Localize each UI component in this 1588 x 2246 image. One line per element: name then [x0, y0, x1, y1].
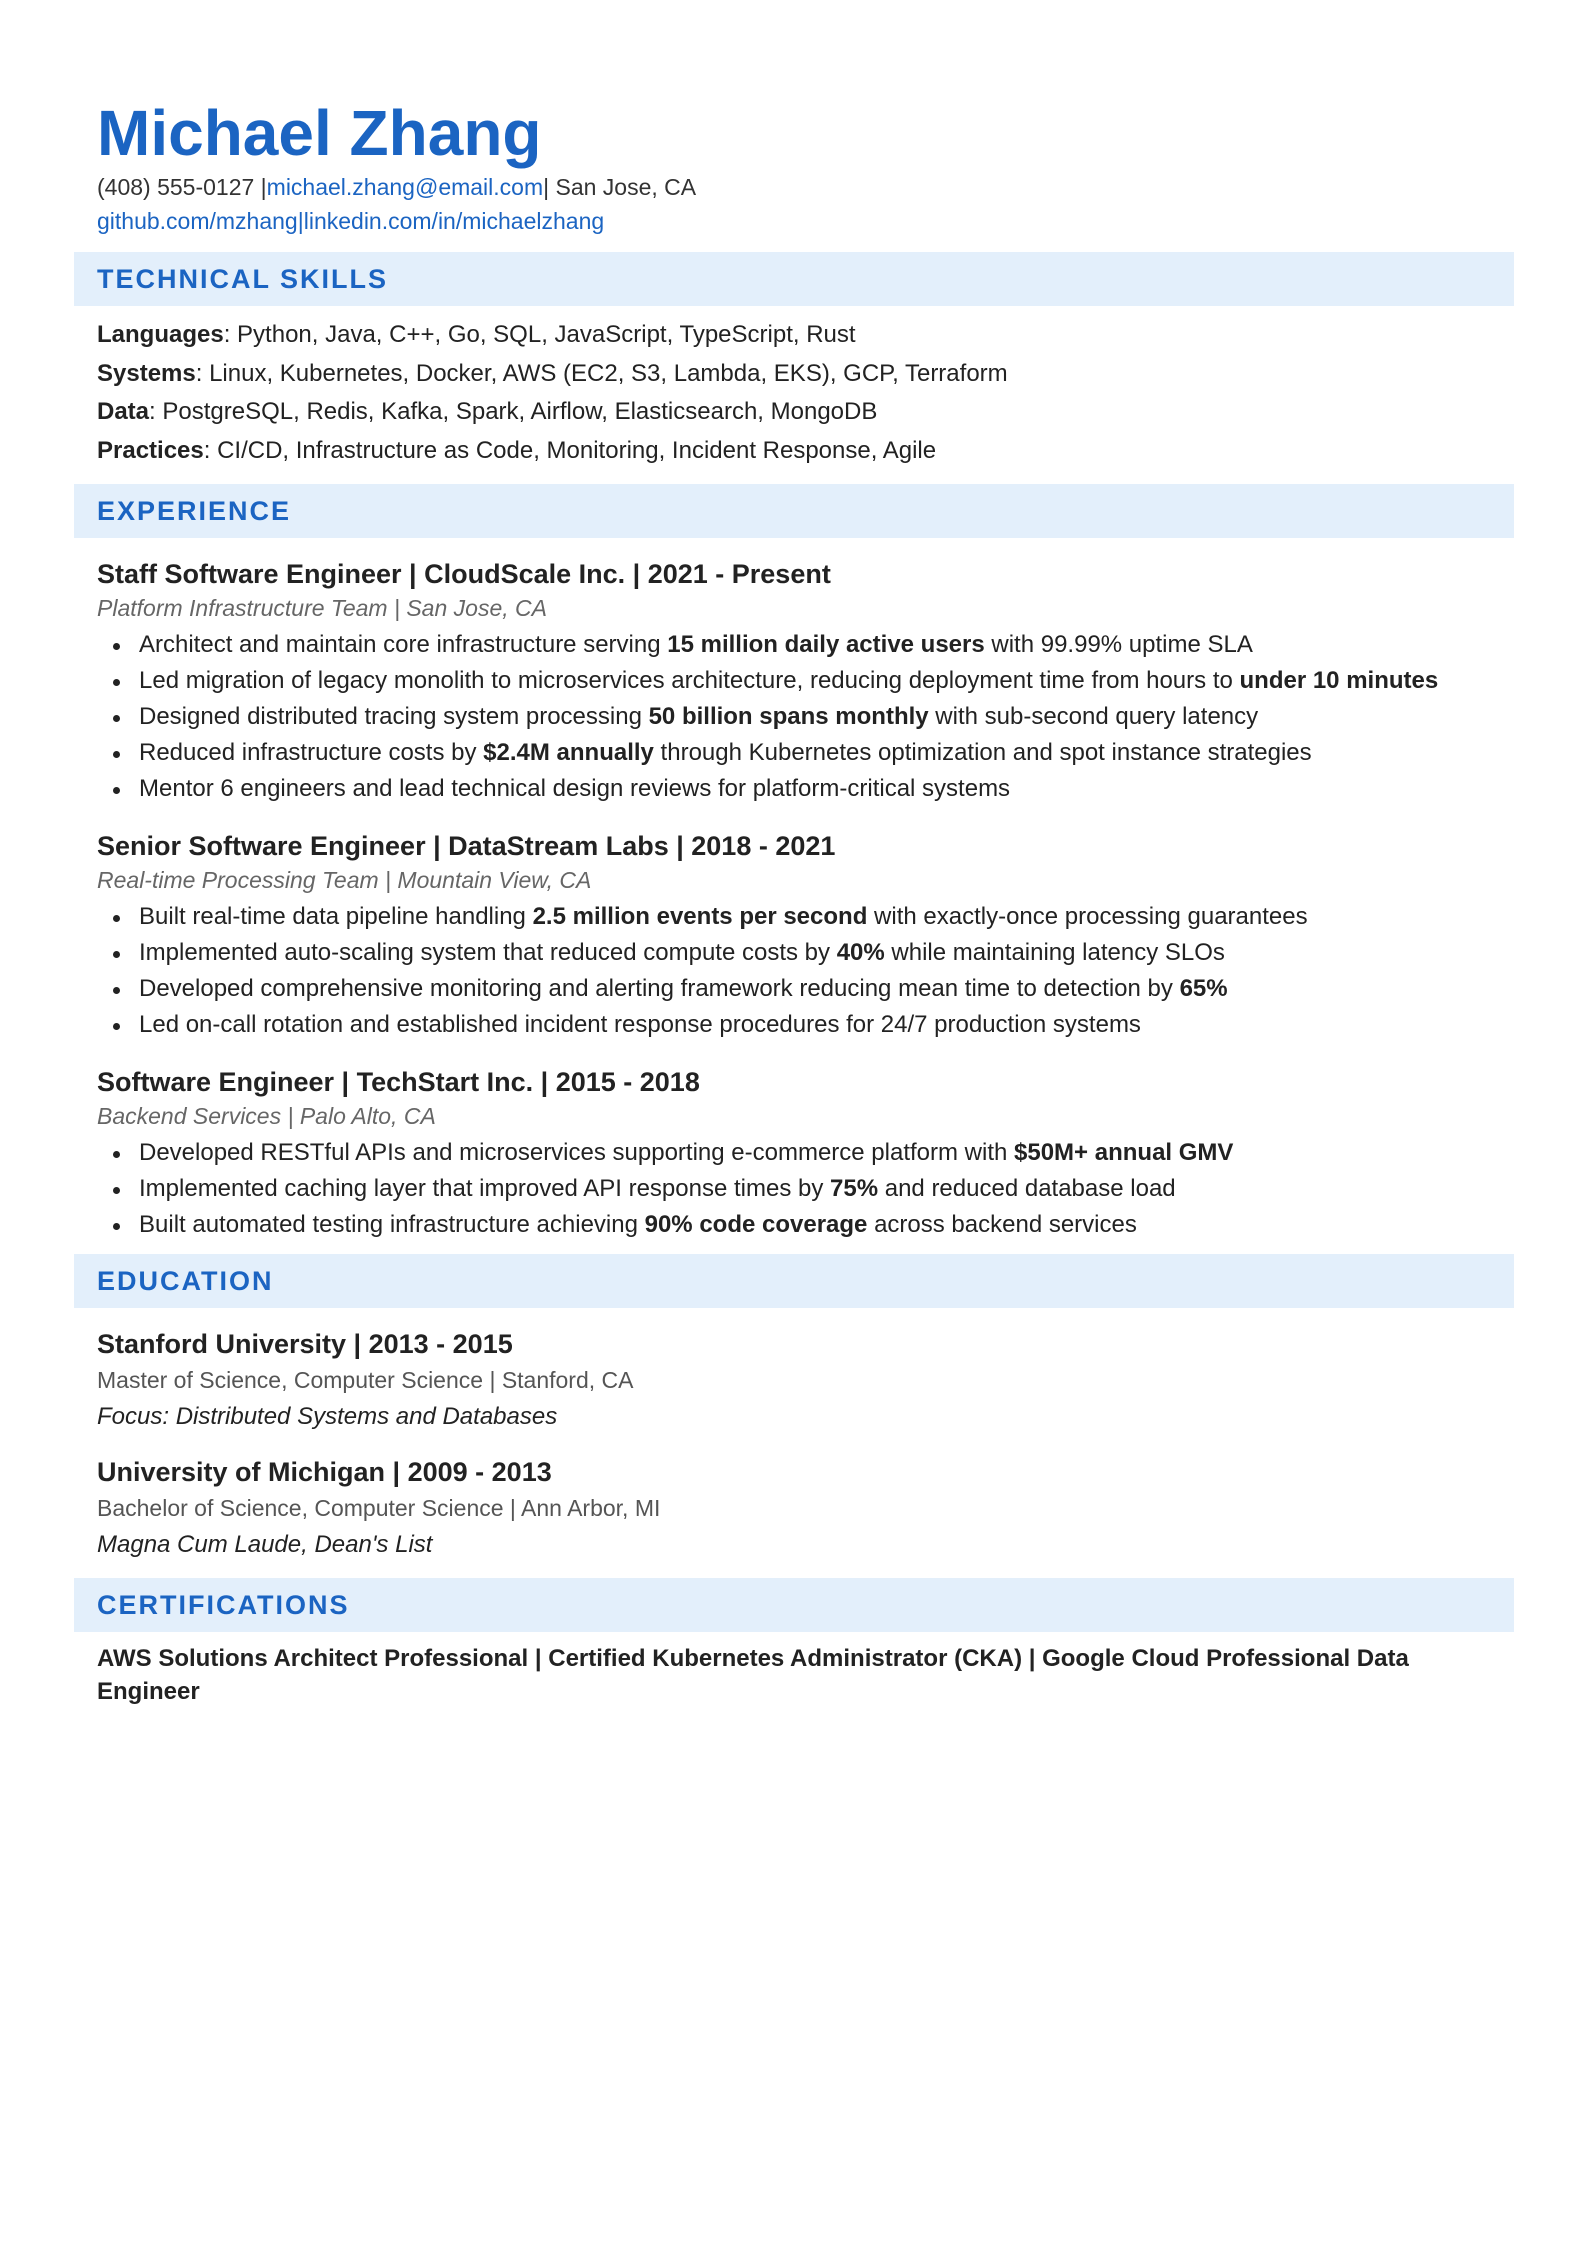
certifications-list: AWS Solutions Architect Professional | Certified Kubernetes Administrator (CKA) | Google Cloud Professional Data Engineer — [97, 1645, 1409, 1705]
section-header-experience — [74, 484, 1514, 538]
bullet-item: Reduced infrastructure costs by $2.4M annually through Kubernetes optimization and spot instance strategies — [97, 738, 1491, 768]
skill-row — [97, 393, 1491, 432]
github-link[interactable]: github.com/mzhang — [97, 208, 298, 234]
skill-label: Data — [97, 398, 150, 425]
phone: (408) 555-0127 | — [97, 174, 267, 200]
skill-row — [97, 432, 1491, 471]
education-note: Focus: Distributed Systems and Databases — [97, 1403, 558, 1430]
skill-value: : Python, Java, C++, Go, SQL, JavaScript, TypeScript, Rust — [223, 321, 856, 348]
bullet-item: Architect and maintain core infrastructure serving 15 million daily active users with 99.99% uptime SLA — [97, 630, 1491, 660]
education-note: Magna Cum Laude, Dean's List — [97, 1531, 433, 1558]
job-title: Software Engineer | TechStart Inc. | 2015 - 2018 — [97, 1067, 700, 1097]
bullet-item: Implemented caching layer that improved API response times by 75% and reduced database load — [97, 1174, 1491, 1204]
skill-label: Languages — [97, 321, 224, 348]
bullet-item: Mentor 6 engineers and lead technical design reviews for platform-critical systems — [97, 774, 1491, 804]
skill-row — [97, 316, 1491, 355]
bullet-item: Designed distributed tracing system processing 50 billion spans monthly with sub-second query latency — [97, 702, 1491, 732]
bullet-item: Developed comprehensive monitoring and alerting framework reducing mean time to detection by 65% — [97, 974, 1491, 1004]
skill-value: : CI/CD, Infrastructure as Code, Monitoring, Incident Response, Agile — [203, 436, 937, 464]
job-bullets — [97, 630, 1491, 804]
location: | San Jose, CA — [543, 174, 697, 200]
job-title: Staff Software Engineer | CloudScale Inc. | 2021 - Present — [97, 559, 831, 589]
education-entry — [74, 1436, 1514, 1564]
section-title: EDUCATION — [97, 1265, 274, 1296]
section-header-certifications — [74, 1578, 1514, 1632]
degree: Bachelor of Science, Computer Science | Ann Arbor, MI — [97, 1495, 661, 1521]
bullet-item: Implemented auto-scaling system that reduced compute costs by 40% while maintaining latency SLOs — [97, 938, 1491, 968]
skill-value: : Linux, Kubernetes, Docker, AWS (EC2, S3, Lambda, EKS), GCP, Terraform — [195, 359, 1008, 387]
section-header-education — [74, 1254, 1514, 1308]
job-bullets — [97, 1138, 1491, 1240]
bullet-item: Developed RESTful APIs and microservices supporting e-commerce platform with $50M+ annual GMV — [97, 1138, 1491, 1168]
job-entry — [74, 810, 1514, 1040]
skill-row — [97, 355, 1491, 394]
link-separator: | — [297, 208, 304, 234]
section-title: CERTIFICATIONS — [97, 1589, 350, 1620]
skill-value: : PostgreSQL, Redis, Kafka, Spark, Airflow, Elasticsearch, MongoDB — [149, 398, 878, 425]
bullet-item: Built automated testing infrastructure achieving 90% code coverage across backend services — [97, 1210, 1491, 1240]
email-link[interactable]: michael.zhang@email.com — [266, 174, 544, 200]
bullet-item: Led migration of legacy monolith to microservices architecture, reducing deployment time from hours to under 10 minutes — [97, 666, 1491, 696]
bullet-item: Led on-call rotation and established incident response procedures for 24/7 production systems — [97, 1010, 1491, 1040]
job-bullets — [97, 902, 1491, 1040]
school-title: University of Michigan | 2009 - 2013 — [97, 1457, 552, 1487]
contact-line-2 — [74, 204, 1514, 238]
job-team: Backend Services | Palo Alto, CA — [97, 1103, 436, 1129]
contact-line-1 — [74, 170, 1514, 204]
bullet-item: Built real-time data pipeline handling 2.5 million events per second with exactly-once processing guarantees — [97, 902, 1491, 932]
school-title: Stanford University | 2013 - 2015 — [97, 1329, 513, 1359]
candidate-name: Michael Zhang — [97, 97, 542, 169]
skill-label: Practices — [97, 436, 204, 464]
degree: Master of Science, Computer Science | Stanford, CA — [97, 1367, 634, 1393]
job-entry — [74, 1046, 1514, 1240]
section-header-skills — [74, 252, 1514, 306]
skill-label: Systems — [97, 359, 196, 387]
skills-list — [74, 306, 1514, 470]
job-entry — [74, 538, 1514, 804]
job-team: Real-time Processing Team | Mountain View, CA — [97, 867, 592, 893]
section-title: TECHNICAL SKILLS — [97, 263, 389, 294]
linkedin-link[interactable]: linkedin.com/in/michaelzhang — [303, 208, 605, 234]
education-entry — [74, 1308, 1514, 1436]
job-title: Senior Software Engineer | DataStream Labs | 2018 - 2021 — [97, 831, 836, 861]
job-team: Platform Infrastructure Team | San Jose, CA — [97, 595, 547, 621]
section-title: EXPERIENCE — [97, 495, 292, 526]
